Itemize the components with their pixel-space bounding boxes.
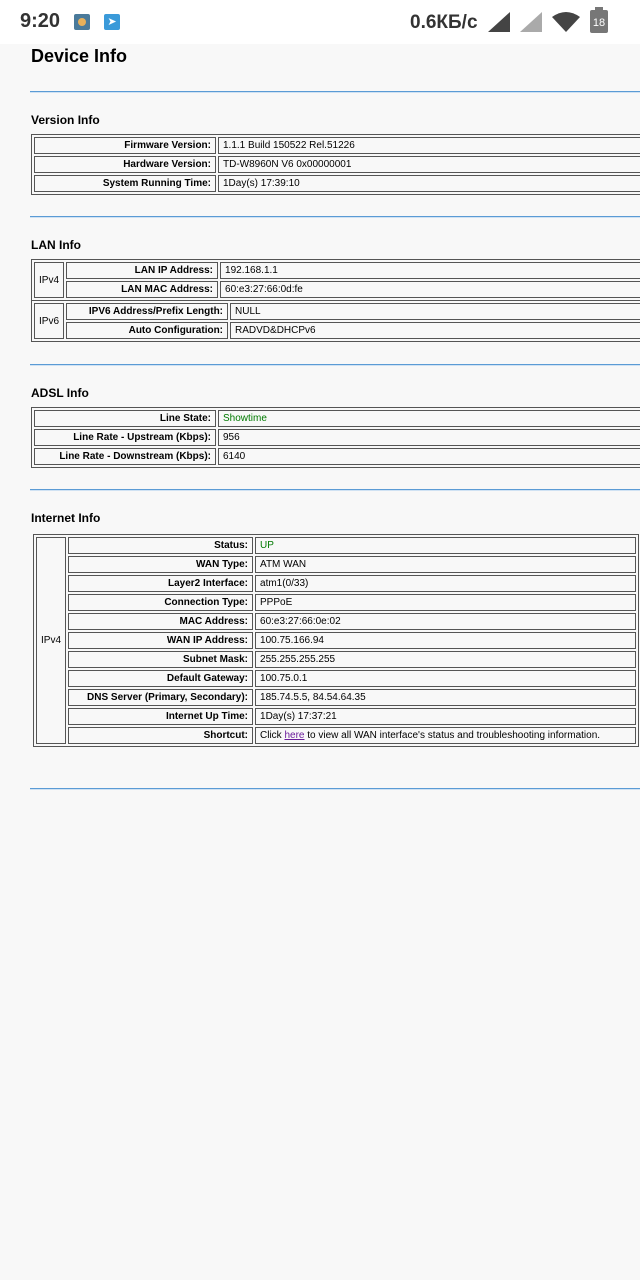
table-row [34,175,640,192]
downstream-rate-label: Line Rate - Downstream (Kbps): [34,448,216,465]
table-row [36,708,636,725]
dns-server-value: 185.74.5.5, 84.54.64.35 [255,689,636,706]
lan-ipv4-table [31,259,640,301]
telegram-icon: ➤ [104,14,120,30]
table-row [36,689,636,706]
battery-icon: 18 [590,10,608,33]
adsl-info-table [31,407,640,468]
wifi-icon [552,12,580,32]
table-row [36,727,636,744]
table-row [36,651,636,668]
table-row [34,410,640,427]
signal-icon [488,12,510,32]
status-bar [0,0,640,44]
table-row [34,303,640,320]
upstream-rate-value: 956 [218,429,640,446]
connection-type-label: Connection Type: [68,594,253,611]
table-row [36,670,636,687]
table-row [36,594,636,611]
section-divider [30,788,640,790]
line-state-label: Line State: [34,410,216,427]
status-value: UP [255,537,636,554]
lan-ipv6-table [31,300,640,342]
lan-info-title: LAN Info [31,238,81,252]
upstream-rate-label: Line Rate - Upstream (Kbps): [34,429,216,446]
layer2-interface-label: Layer2 Interface: [68,575,253,592]
hardware-version-label: Hardware Version: [34,156,216,173]
table-row [34,448,640,465]
lan-mac-value: 60:e3:27:66:0d:fe [220,281,640,298]
app-notification-icon [74,14,90,30]
table-row [36,537,636,554]
system-running-time-label: System Running Time: [34,175,216,192]
ipv6-group-label: IPv6 [34,303,64,339]
line-state-value: Showtime [218,410,640,427]
wan-type-value: ATM WAN [255,556,636,573]
ipv6-address-label: IPV6 Address/Prefix Length: [66,303,228,320]
lan-mac-label: LAN MAC Address: [66,281,218,298]
page-title: Device Info [31,46,128,66]
shortcut-prefix: Click [260,730,285,741]
section-divider [30,489,640,491]
adsl-info-title: ADSL Info [31,386,89,400]
default-gateway-value: 100.75.0.1 [255,670,636,687]
wan-ip-value: 100.75.166.94 [255,632,636,649]
internet-ipv4-group-label: IPv4 [36,537,66,744]
connection-type-value: PPPoE [255,594,636,611]
section-divider [30,216,640,218]
lan-ip-label: LAN IP Address: [66,262,218,279]
signal-icon [520,12,542,32]
table-row [36,613,636,630]
firmware-version-label: Firmware Version: [34,137,216,154]
network-speed: 0.6КБ/с [410,12,478,33]
section-divider [30,91,640,93]
subnet-mask-label: Subnet Mask: [68,651,253,668]
firmware-version-value: 1.1.1 Build 150522 Rel.51226 [218,137,640,154]
table-row [36,556,636,573]
auto-configuration-value: RADVD&DHCPv6 [230,322,640,339]
internet-up-time-label: Internet Up Time: [68,708,253,725]
shortcut-suffix: to view all WAN interface's status and troubleshooting information. [304,730,601,741]
clock: 9:20 [20,10,61,32]
version-info-title: Version Info [31,113,100,127]
hardware-version-value: TD-W8960N V6 0x00000001 [218,156,640,173]
lan-ip-value: 192.168.1.1 [220,262,640,279]
subnet-mask-value: 255.255.255.255 [255,651,636,668]
shortcut-label: Shortcut: [68,727,253,744]
version-info-table [31,134,640,195]
layer2-interface-value: atm1(0/33) [255,575,636,592]
mac-address-label: MAC Address: [68,613,253,630]
table-row [34,262,640,279]
table-row [34,322,640,339]
table-row [34,137,640,154]
auto-configuration-label: Auto Configuration: [66,322,228,339]
system-running-time-value: 1Day(s) 17:39:10 [218,175,640,192]
internet-info-table [33,534,639,747]
section-divider [30,364,640,366]
table-row [34,281,640,298]
wan-status-link[interactable]: here [284,730,305,741]
table-row [34,429,640,446]
wan-ip-label: WAN IP Address: [68,632,253,649]
table-row [36,575,636,592]
status-label: Status: [68,537,253,554]
ipv6-address-value: NULL [230,303,640,320]
internet-up-time-value: 1Day(s) 17:37:21 [255,708,636,725]
internet-info-title: Internet Info [31,511,101,525]
table-row [36,632,636,649]
mac-address-value: 60:e3:27:66:0e:02 [255,613,636,630]
default-gateway-label: Default Gateway: [68,670,253,687]
dns-server-label: DNS Server (Primary, Secondary): [68,689,253,706]
shortcut-value [255,727,636,744]
downstream-rate-value: 6140 [218,448,640,465]
wan-type-label: WAN Type: [68,556,253,573]
ipv4-group-label: IPv4 [34,262,64,298]
table-row [34,156,640,173]
